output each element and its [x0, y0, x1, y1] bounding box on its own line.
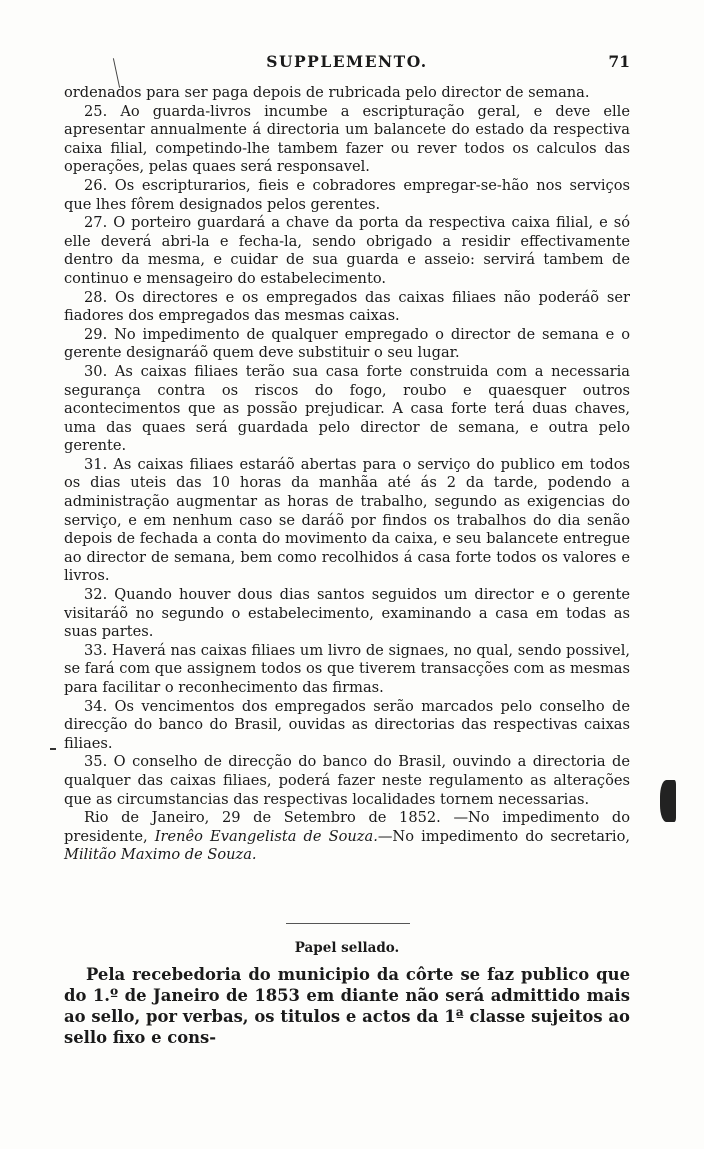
article-25: 25. Ao guarda-livros incumbe a escripturação geral, e deve elle apresentar annualmente á directoria um balancete do estado da respectiva caixa filial, competindo-lhe tambem fazer ou rever todos os calculos das operações, pelas quaes será responsavel. [64, 102, 630, 176]
page-edge-blot [660, 780, 676, 822]
article-34: 34. Os vencimentos dos empregados serão marcados pelo conselho de direcção do banco do Brasil, ouvidas as directorias das respectivas caixas filiaes. [64, 697, 630, 752]
section-text [64, 964, 630, 1048]
article-32: 32. Quando houver dous dias santos seguidos um director e o gerente visitaráõ no segundo o estabelecimento, examinando a casa em todas as suas partes. [64, 586, 630, 641]
signature-block [64, 809, 630, 865]
article-27: 27. O porteiro guardará a chave da porta da respectiva caixa filial, e só elle deverá abri-la e fecha-la, sendo obrigado a residir effectivamente dentro da mesma, e cuidar de sua guarda e asseio: servirá tambem de continuo e mensageiro do estabelecimento. [64, 214, 630, 287]
running-title: SUPPLEMENTO. [266, 52, 428, 71]
margin-dash-mark [50, 748, 56, 750]
body-text [64, 84, 630, 865]
article-31: 31. As caixas filiaes estaráõ abertas para o serviço do publico em todos os dias uteis das 10 horas da manhãa até ás 2 da tarde, podendo a administração augmentar as horas de trabalho, segundo as exigencias do serviço, e em nenhum caso se daráõ por findos os trabalhos do dia senão depois de fechada a conta do movimento da caixa, e seu balancete entregue ao director de semana, bem como recolhidos á casa forte todos os valores e livros. [64, 455, 630, 585]
section-divider [286, 923, 410, 924]
article-29: 29. No impedimento de qualquer empregado o director de semana e o gerente designaráõ quem deve substituir o seu lugar. [64, 325, 630, 362]
president-name: Irenêo Evangelista de Souza. [154, 827, 378, 845]
article-26: 26. Os escripturarios, fieis e cobradores empregar-se-hão nos serviços que lhes fôrem designados pelos gerentes. [64, 176, 630, 213]
running-header [64, 52, 630, 76]
signature-middle: —No impedimento do secretario, [377, 827, 630, 845]
secretary-name: Militão Maximo de Souza. [64, 846, 257, 864]
page-number: 71 [608, 52, 630, 71]
section-heading: Papel sellado. [294, 940, 400, 956]
article-28: 28. Os directores e os empregados das caixas filiaes não poderáõ ser fiadores dos empregados das mesmas caixas. [64, 288, 630, 325]
article-35: 35. O conselho de direcção do banco do Brasil, ouvindo a directoria de qualquer das caixas filiaes, poderá fazer neste regulamento as alterações que as circumstancias das respectivas localidades tornem necessarias. [64, 753, 630, 808]
section-paragraph: Pela recebedoria do municipio da côrte se faz publico que do 1.º de Janeiro de 1853 em diante não será admittido mais ao sello, por verbas, os titulos e actos da 1ª classe sujeitos ao sello fixo e cons- [64, 965, 630, 1047]
signature-prefix: Rio de Janeiro, 29 de Setembro de 1852. —No impedimento do presidente, [64, 809, 630, 845]
paragraph-continuation: ordenados para ser paga depois de rubricada pelo director de semana. [64, 84, 590, 101]
article-30: 30. As caixas filiaes terão sua casa forte construida com a necessaria segurança contra os riscos do fogo, roubo e quaesquer outros acontecimentos que as possão prejudicar. A casa forte terá duas chaves, uma das quaes será guardada pelo director de semana, e outra pelo gerente. [64, 362, 630, 455]
article-33: 33. Haverá nas caixas filiaes um livro de signaes, no qual, sendo possivel, se fará com que assignem todos os que tiverem transacções com as mesmas para facilitar o reconhecimento das firmas. [64, 641, 630, 696]
